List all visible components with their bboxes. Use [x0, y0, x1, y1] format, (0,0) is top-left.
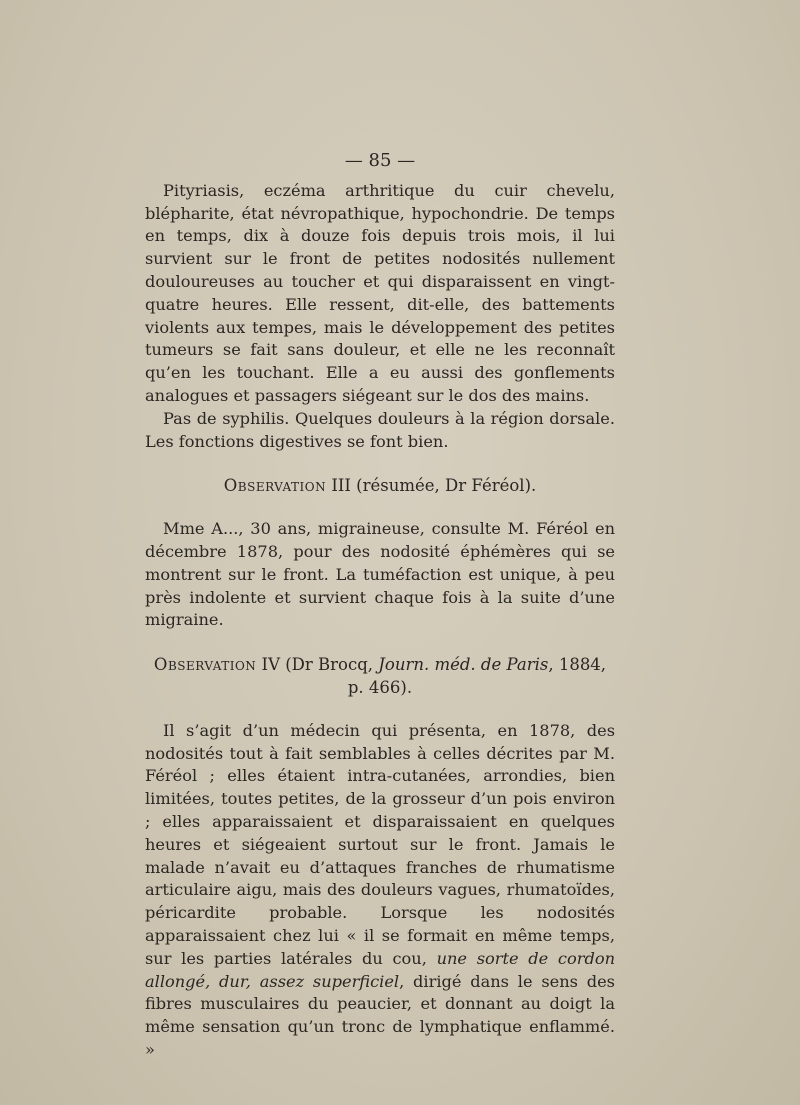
- page-text: [145, 150, 615, 1062]
- observation-4-text: [145, 720, 615, 1062]
- observation-4-pre: IV (Dr Brocq,: [256, 655, 379, 675]
- observation-3-text: Mme A..., 30 ans, migraineuse, consulte M. Féréol en décembre 1878, pour des nodosité éphémères qui se montrent sur le front. La tuméfaction est unique, à peu près indolente et survient chaque fois à la suite d’une migraine.: [145, 519, 615, 630]
- observation-3-heading: [145, 475, 615, 498]
- paragraph: Pas de syphilis. Quelques douleurs à la région dorsale. Les fonctions digestives se font bien.: [145, 408, 615, 451]
- paragraph: Pityriasis, eczéma arthritique du cuir chevelu, blépharite, état névropathique, hypochondrie. De temps en temps, dix à douze fois depuis trois mois, il lui survient sur le front de petites nodosités nullement douloureuses au toucher et qui disparaissent en vingt-quatre heures. Elle ressent, dit-elle, des battements violents aux tempes, mais le développement des petites tumeurs se fait sans douleur, et elle ne les reconnaît qu’en les touchant. Elle a eu aussi des gonflements analogues et passagers siégeant sur le dos des mains.: [145, 180, 615, 405]
- page-number: — 85 —: [344, 150, 416, 171]
- journal-title: Journ. méd. de Paris: [378, 655, 549, 675]
- observation-label: Observation: [223, 476, 327, 496]
- observation-4-post: , 1884, p. 466).: [347, 655, 607, 697]
- quotation: une sorte de cordon allongé, dur, assez superficiel: [145, 948, 615, 991]
- observation-4-text-b: , dirigé dans le sens des fibres musculaires du peaucier, et donnant au doigt la même sensation qu’un tronc de lymphatique enflammé. »: [145, 971, 615, 1059]
- observation-4-heading: [145, 654, 615, 700]
- observation-label: Observation: [153, 655, 257, 675]
- observation-4-text-a: Il s’agit d’un médecin qui présenta, en 1878, des nodosités tout à fait semblables à celles décrites par M. Féréol ; elles étaient intra-cutanées, arrondies, bien limitées, toutes petites, de la grosseur d’un pois environ ; elles apparaissaient et disparaissaient en quelques heures et siégeaient surtout sur le front. Jamais le malade n’avait eu d’attaques franches de rhumatisme articulaire aigu, mais des douleurs vagues, rhumatoïdes, péricardite probable. Lorsque les nodosités apparaissaient chez lui « il se formait en même temps, sur les parties latérales du cou,: [145, 720, 615, 968]
- observation-3-rest: III (résumée, Dr Féréol).: [326, 476, 537, 496]
